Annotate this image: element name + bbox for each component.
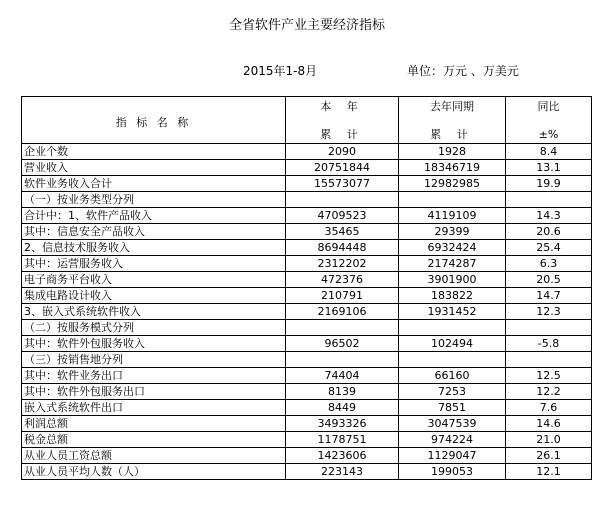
row-prior: 29399 <box>399 224 506 240</box>
row-current: 15573077 <box>286 176 399 192</box>
row-yoy: 7.6 <box>506 400 592 416</box>
row-current: 35465 <box>286 224 399 240</box>
table-row <box>22 416 592 432</box>
table-row <box>22 304 592 320</box>
row-current <box>286 352 399 368</box>
row-yoy: 14.6 <box>506 416 592 432</box>
table-row <box>22 272 592 288</box>
row-current: 472376 <box>286 272 399 288</box>
header-prior-bottom: 累 计 <box>430 128 474 141</box>
row-prior: 7253 <box>399 384 506 400</box>
table-row <box>22 224 592 240</box>
header-name-text: 指 标 名 称 <box>115 116 192 129</box>
indicator-table <box>21 96 592 480</box>
row-yoy: 26.1 <box>506 448 592 464</box>
section-heading: （二）按服务模式分列 <box>22 320 286 336</box>
header-yoy-top: 同比 <box>537 100 560 113</box>
row-current: 2312202 <box>286 256 399 272</box>
header-yoy-bottom: ±% <box>538 128 559 141</box>
row-prior: 3047539 <box>399 416 506 432</box>
row-yoy: 14.3 <box>506 208 592 224</box>
row-yoy: 13.1 <box>506 160 592 176</box>
section-row <box>22 192 592 208</box>
row-prior: 12982985 <box>399 176 506 192</box>
row-yoy: 6.3 <box>506 256 592 272</box>
row-name: 从业人员平均人数（人） <box>22 464 286 480</box>
row-yoy: 20.6 <box>506 224 592 240</box>
row-yoy <box>506 320 592 336</box>
row-name: 合计中：1、软件产品收入 <box>22 208 286 224</box>
row-name: 嵌入式系统软件出口 <box>22 400 286 416</box>
row-name: 其中：软件外包服务收入 <box>22 336 286 352</box>
row-current: 1423606 <box>286 448 399 464</box>
row-current: 1178751 <box>286 432 399 448</box>
row-current: 8694448 <box>286 240 399 256</box>
row-prior <box>399 352 506 368</box>
row-name: 税金总额 <box>22 432 286 448</box>
header-prior-top: 去年同期 <box>430 100 474 113</box>
row-yoy <box>506 192 592 208</box>
row-current <box>286 320 399 336</box>
row-current: 8449 <box>286 400 399 416</box>
table-row <box>22 176 592 192</box>
row-yoy: -5.8 <box>506 336 592 352</box>
row-yoy: 12.3 <box>506 304 592 320</box>
table-row <box>22 368 592 384</box>
row-yoy: 8.4 <box>506 144 592 160</box>
header-indicator-name <box>22 97 286 144</box>
row-prior <box>399 192 506 208</box>
header-yoy <box>506 97 592 144</box>
table-row <box>22 288 592 304</box>
row-yoy: 19.9 <box>506 176 592 192</box>
report-period: 2015年1-8月 <box>243 64 318 78</box>
row-prior: 199053 <box>399 464 506 480</box>
row-name: 软件业务收入合计 <box>22 176 286 192</box>
table-row <box>22 144 592 160</box>
row-prior: 1928 <box>399 144 506 160</box>
report-title: 全省软件产业主要经济指标 <box>228 18 385 33</box>
table-row <box>22 240 592 256</box>
table-row <box>22 336 592 352</box>
unit-label: 单位：万元 、万美元 <box>407 64 519 78</box>
row-yoy: 12.1 <box>506 464 592 480</box>
table-row <box>22 384 592 400</box>
table-row <box>22 448 592 464</box>
row-yoy <box>506 352 592 368</box>
row-current: 3493326 <box>286 416 399 432</box>
row-yoy: 12.5 <box>506 368 592 384</box>
row-name: 3、嵌入式系统软件收入 <box>22 304 286 320</box>
header-current-top: 本 年 <box>320 100 364 113</box>
row-prior: 1931452 <box>399 304 506 320</box>
table-header-row <box>22 97 592 144</box>
row-prior: 4119109 <box>399 208 506 224</box>
row-current: 8139 <box>286 384 399 400</box>
row-prior <box>399 320 506 336</box>
row-prior: 18346719 <box>399 160 506 176</box>
row-current: 4709523 <box>286 208 399 224</box>
row-name: 集成电路设计收入 <box>22 288 286 304</box>
row-name: 其中：软件外包服务出口 <box>22 384 286 400</box>
row-yoy: 14.7 <box>506 288 592 304</box>
header-prior-year <box>399 97 506 144</box>
row-yoy: 20.5 <box>506 272 592 288</box>
row-prior: 974224 <box>399 432 506 448</box>
row-name: 电子商务平台收入 <box>22 272 286 288</box>
row-current: 223143 <box>286 464 399 480</box>
row-current: 96502 <box>286 336 399 352</box>
row-prior: 3901900 <box>399 272 506 288</box>
row-current: 2090 <box>286 144 399 160</box>
row-prior: 7851 <box>399 400 506 416</box>
row-current: 2169106 <box>286 304 399 320</box>
table-row <box>22 464 592 480</box>
row-current: 20751844 <box>286 160 399 176</box>
row-name: 营业收入 <box>22 160 286 176</box>
section-row <box>22 320 592 336</box>
row-name: 其中：软件业务出口 <box>22 368 286 384</box>
row-prior: 1129047 <box>399 448 506 464</box>
section-row <box>22 352 592 368</box>
row-prior: 2174287 <box>399 256 506 272</box>
row-prior: 102494 <box>399 336 506 352</box>
table-row <box>22 400 592 416</box>
row-current: 74404 <box>286 368 399 384</box>
table-row <box>22 256 592 272</box>
row-current: 210791 <box>286 288 399 304</box>
row-name: 其中：运营服务收入 <box>22 256 286 272</box>
section-heading: （三）按销售地分列 <box>22 352 286 368</box>
row-prior: 183822 <box>399 288 506 304</box>
row-name: 利润总额 <box>22 416 286 432</box>
row-yoy: 12.2 <box>506 384 592 400</box>
row-name: 其中：信息安全产品收入 <box>22 224 286 240</box>
table-row <box>22 432 592 448</box>
row-name: 2、信息技术服务收入 <box>22 240 286 256</box>
table-row <box>22 208 592 224</box>
row-name: 从业人员工资总额 <box>22 448 286 464</box>
row-prior: 6932424 <box>399 240 506 256</box>
row-current <box>286 192 399 208</box>
header-current-bottom: 累 计 <box>320 128 364 141</box>
table-row <box>22 160 592 176</box>
header-current-year <box>286 97 399 144</box>
section-heading: （一）按业务类型分列 <box>22 192 286 208</box>
row-name: 企业个数 <box>22 144 286 160</box>
row-prior: 66160 <box>399 368 506 384</box>
row-yoy: 25.4 <box>506 240 592 256</box>
row-yoy: 21.0 <box>506 432 592 448</box>
